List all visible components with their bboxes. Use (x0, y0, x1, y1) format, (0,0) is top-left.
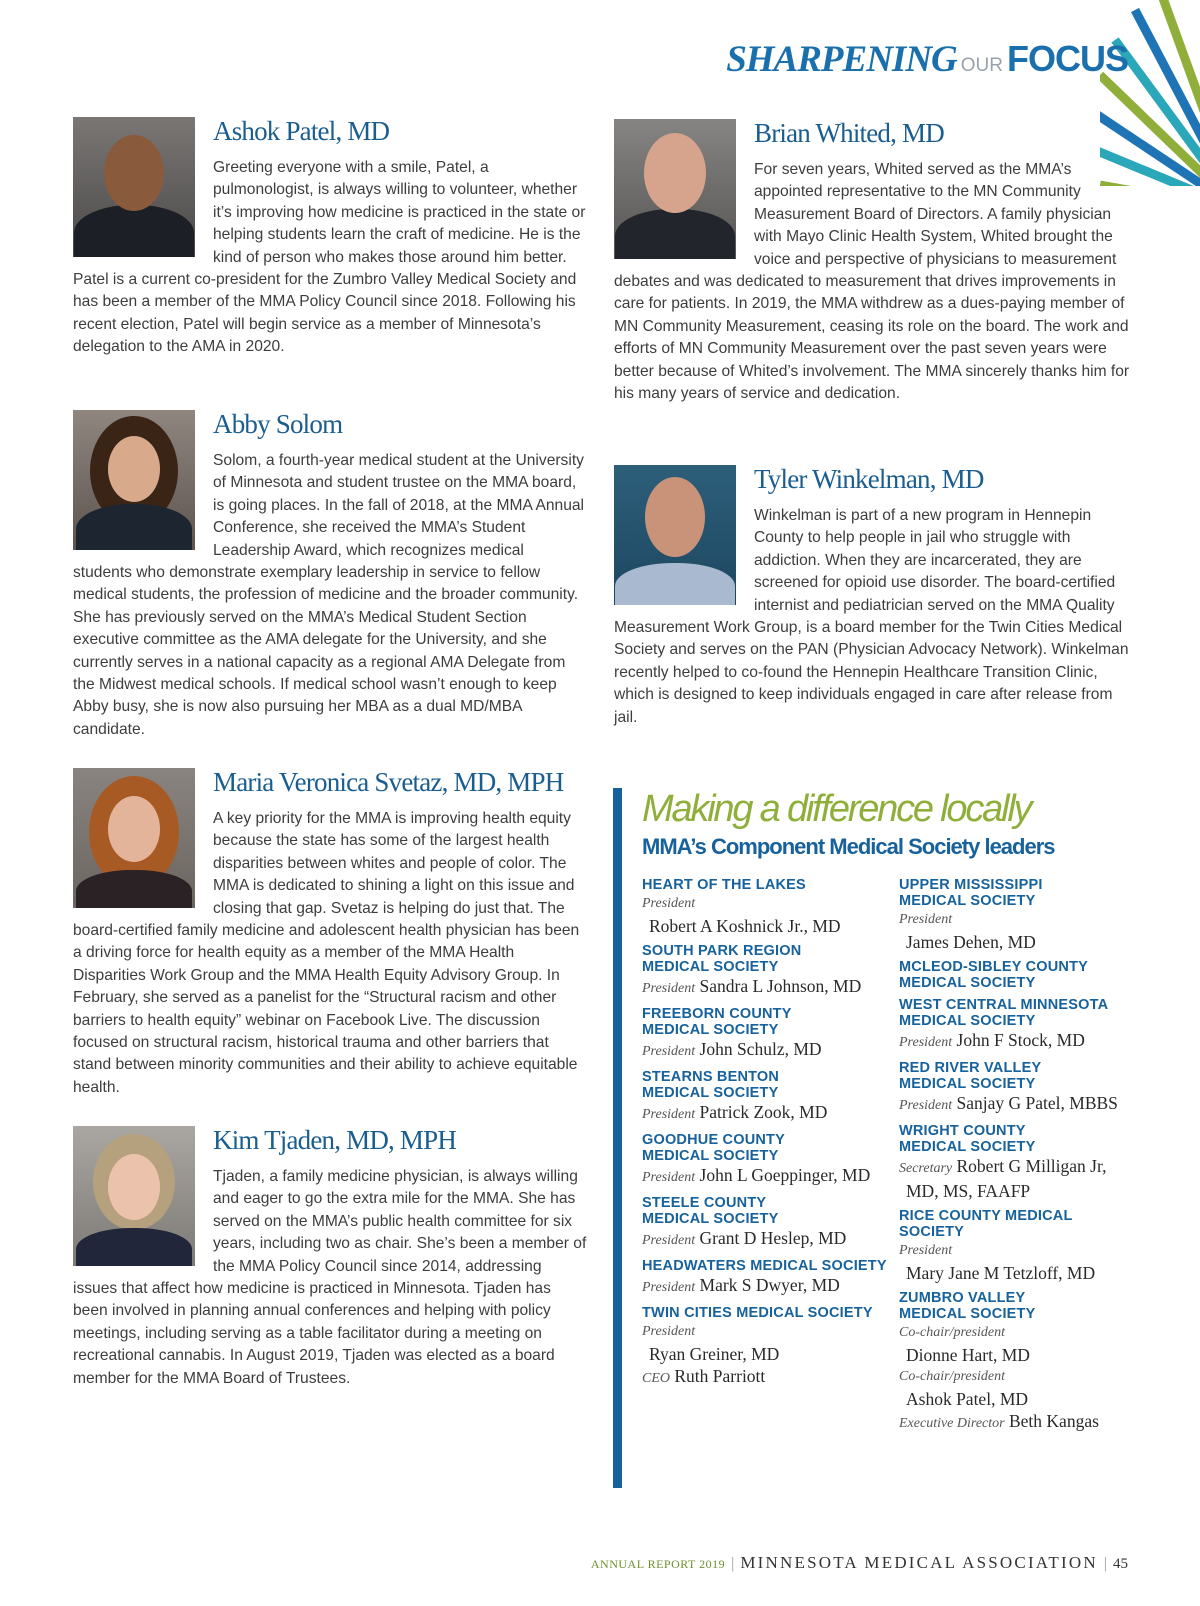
page-number: 45 (1113, 1556, 1128, 1572)
society-name: TWIN CITIES MEDICAL SOCIETY (642, 1305, 873, 1321)
leader-name: Mary Jane M Tetzloff, MD (906, 1263, 1096, 1283)
bio-abby-solom (73, 410, 587, 741)
photo-ashok-patel (73, 117, 195, 257)
society-entry (642, 943, 904, 1000)
society-name: WEST CENTRAL MINNESOTA (899, 997, 1109, 1013)
leader-name: John F Stock, MD (956, 1030, 1085, 1050)
society-name: RED RIVER VALLEY (899, 1060, 1042, 1076)
society-name: GOODHUE COUNTY (642, 1132, 785, 1148)
society-name: MEDICAL SOCIETY (642, 1085, 779, 1101)
header-sharpening: SHARPENING (726, 39, 957, 80)
leader-role: CEO (642, 1371, 670, 1386)
society-name: FREEBORN COUNTY (642, 1006, 792, 1022)
society-name: STEELE COUNTY (642, 1195, 767, 1211)
leader-name: Sanjay G Patel, MBBS (956, 1093, 1118, 1113)
bio-name: Kim Tjaden, MD, MPH (213, 1125, 457, 1155)
bio-brian-whited (614, 119, 1130, 405)
leader-name: Mark S Dwyer, MD (699, 1275, 840, 1295)
bio-kim-tjaden (73, 1126, 587, 1390)
leader-name: Ryan Greiner, MD (649, 1344, 780, 1364)
society-name: MEDICAL SOCIETY (899, 1013, 1036, 1029)
leader-name: Ashok Patel, MD (906, 1389, 1029, 1409)
leader-name: John Schulz, MD (699, 1039, 822, 1059)
footer-association: MINNESOTA MEDICAL ASSOCIATION (740, 1553, 1098, 1572)
leader-role: President (899, 1035, 953, 1050)
society-entry (899, 877, 1159, 953)
leader-name: Robert A Koshnick Jr., MD (649, 916, 841, 936)
bio-name: Brian Whited, MD (754, 118, 944, 148)
leader-name: Ruth Parriott (674, 1366, 766, 1386)
leader-credentials: MD, MS, FAAFP (906, 1181, 1031, 1201)
society-name: RICE COUNTY MEDICAL (899, 1208, 1073, 1224)
society-column-right (899, 877, 1159, 1441)
header-focus: FOCUS (1007, 38, 1128, 79)
leader-role: President (642, 1233, 696, 1248)
society-entry (899, 959, 1159, 991)
leader-name: Sandra L Johnson, MD (699, 976, 862, 996)
footer-report: ANNUAL REPORT 2019 (590, 1557, 726, 1571)
society-name: MEDICAL SOCIETY (642, 1211, 779, 1227)
photo-kim-tjaden (73, 1126, 195, 1266)
photo-tyler-winkelman (614, 465, 736, 605)
leader-name: Robert G Milligan Jr, (956, 1156, 1107, 1176)
society-entry (642, 1006, 904, 1063)
leader-role: President (642, 1107, 696, 1122)
bio-name: Ashok Patel, MD (213, 116, 390, 146)
society-entry (899, 1060, 1159, 1117)
photo-abby-solom (73, 410, 195, 550)
leader-name: Patrick Zook, MD (699, 1102, 828, 1122)
leader-name: Beth Kangas (1008, 1411, 1099, 1431)
society-name: STEARNS BENTON (642, 1069, 780, 1085)
leader-name: Grant D Heslep, MD (699, 1228, 847, 1248)
bio-text: A key priority for the MMA is improving health equity because the state has some of the largest health disparities between whites and people of color. The MMA is dedicated to shining a light on this issue and closing that gap. Svetaz is helping do just that. The board-certified family medicine and adolescent health physician has been a driving force for health equity as a member of the MMA Health Disparities Work Group and the MMA Health Equity Advisory Group. In February, she served as a panelist for the “Structural racism and other barriers to health equity” webinar on Facebook Live. The discussion focused on structural racism, historical trauma and other barriers that stand between minority communities and their ability to achieve equitable health. (73, 810, 580, 1096)
society-name: ZUMBRO VALLEY (899, 1290, 1026, 1306)
society-entry (899, 997, 1159, 1054)
bio-name: Tyler Winkelman, MD (754, 464, 984, 494)
sidebar-subtitle: MMA’s Component Medical Society leaders (642, 834, 1055, 859)
bio-name: Abby Solom (213, 409, 343, 439)
bio-name: Maria Veronica Svetaz, MD, MPH (213, 767, 564, 797)
bio-text: Tjaden, a family medicine physician, is always willing and eager to go the extra mile for the MMA. She has served on the MMA’s public health committee for six years, including two as chair. She’s been a member of the MMA Policy Council since 2014, addressing issues that affect how medicine is practiced in Minnesota. Tjaden has been involved in planning annual conferences and helping with policy meetings, including serving as a table facilitator during a meeting on recreational cannabis. In August 2019, Tjaden was elected as a board member for the MMA Board of Trustees. (73, 1168, 587, 1387)
leader-role: President (899, 912, 953, 927)
society-entry (642, 1069, 904, 1126)
leader-role: Co-chair/president (899, 1325, 1006, 1340)
society-name: UPPER MISSISSIPPI (899, 877, 1043, 893)
society-name: MEDICAL SOCIETY (899, 1306, 1036, 1322)
society-entry (642, 1132, 904, 1189)
society-name: WRIGHT COUNTY (899, 1123, 1026, 1139)
society-column-left (642, 877, 904, 1396)
society-entry (899, 1290, 1159, 1435)
society-name: MEDICAL SOCIETY (642, 959, 779, 975)
leader-role: President (642, 896, 696, 911)
society-name: SOCIETY (899, 1224, 965, 1240)
leader-role: President (642, 1170, 696, 1185)
society-name: MCLEOD-SIBLEY COUNTY (899, 959, 1089, 975)
society-name: MEDICAL SOCIETY (899, 893, 1036, 909)
bio-text: Solom, a fourth-year medical student at the University of Minnesota and student trustee on the MMA board, is going places. In the fall of 2018, at the MMA Annual Conference, she received the MMA’s Student Leadership Award, which recognizes medical students who demonstrate exemplary leadership in service to fellow medical students, the profession of medicine and the broader community. She has previously served on the MMA’s Medical Student Section executive committee as the AMA delegate for the University, and she currently serves in a national capacity as a regional AMA Delegate from the Midwest medical schools. If medical school wasn’t enough to keep Abby busy, she is now also pursuing her MBA as a dual MD/MBA candidate. (73, 452, 585, 738)
leader-role: President (642, 1044, 696, 1059)
photo-maria-svetaz (73, 768, 195, 908)
leader-role: Secretary (899, 1161, 953, 1176)
page-footer: ANNUAL REPORT 2019 | MINNESOTA MEDICAL ASSOCIATION | 45 (590, 1553, 1128, 1572)
component-society-leaders-box (613, 788, 1162, 1488)
leader-role: President (642, 981, 696, 996)
society-name: MEDICAL SOCIETY (642, 1022, 779, 1038)
section-header (726, 38, 1128, 81)
bio-text: Winkelman is part of a new program in Hennepin County to help people in jail who struggle with addiction. When they are incarcerated, they are screened for opioid use disorder. The board-certified internist and pediatrician served on the MMA Quality Measurement Work Group, is a board member for the Twin Cities Medical Society and serves on the PAN (Physician Advocacy Network). Winkelman recently helped to co-found the Hennepin Healthcare Transition Clinic, which is designed to keep individuals engaged in care after release from jail. (614, 507, 1129, 726)
society-name: SOUTH PARK REGION (642, 943, 802, 959)
bio-tyler-winkelman (614, 465, 1130, 729)
society-name: MEDICAL SOCIETY (899, 1139, 1036, 1155)
society-name: MEDICAL SOCIETY (642, 1148, 779, 1164)
society-entry (899, 1208, 1159, 1284)
bio-text: Greeting everyone with a smile, Patel, a pulmonologist, is always willing to volunteer, whether it’s improving how medicine is practiced in the state or helping students learn the craft of medicine. He is the kind of person who makes those around him better. Patel is a current co-president for the Zumbro Valley Medical Society and has been a member of the MMA Policy Council since 2018. Following his recent election, Patel will begin service as a member of Minnesota’s delegation to the AMA in 2020. (73, 159, 586, 356)
society-entry (642, 877, 904, 937)
society-entry (899, 1123, 1159, 1202)
bio-ashok-patel (73, 117, 587, 359)
header-our: OUR (960, 55, 1003, 76)
leader-role: President (899, 1243, 953, 1258)
leader-role: President (642, 1280, 696, 1295)
bio-maria-svetaz (73, 768, 587, 1099)
society-entry (642, 1195, 904, 1252)
leader-role: Executive Director (899, 1416, 1005, 1431)
photo-brian-whited (614, 119, 736, 259)
leader-role: Co-chair/president (899, 1369, 1006, 1384)
society-name: MEDICAL SOCIETY (899, 1076, 1036, 1092)
society-entry (642, 1305, 904, 1390)
leader-role: President (642, 1324, 696, 1339)
leader-name: Dionne Hart, MD (906, 1345, 1030, 1365)
society-entry (642, 1258, 904, 1299)
leader-name: James Dehen, MD (906, 932, 1036, 952)
leader-name: John L Goeppinger, MD (699, 1165, 871, 1185)
society-name: HEADWATERS MEDICAL SOCIETY (642, 1258, 887, 1274)
society-name: HEART OF THE LAKES (642, 877, 806, 893)
sidebar-title: Making a difference locally (642, 788, 1031, 830)
bio-text: For seven years, Whited served as the MMA’s appointed representative to the MN Community Measurement Board of Directors. A family physician with Mayo Clinic Health System, Whited brought the voice and perspective of physicians to measurement debates and was dedicated to measurement that drives improvements in care for patients. In 2019, the MMA withdrew as a dues-paying member of MN Community Measurement, ceasing its role on the board. The work and efforts of MN Community Measurement over the past seven years were better because of Whited’s involvement. The MMA sincerely thanks him for his many years of service and dedication. (614, 161, 1130, 403)
society-name: MEDICAL SOCIETY (899, 975, 1036, 991)
leader-role: President (899, 1098, 953, 1113)
